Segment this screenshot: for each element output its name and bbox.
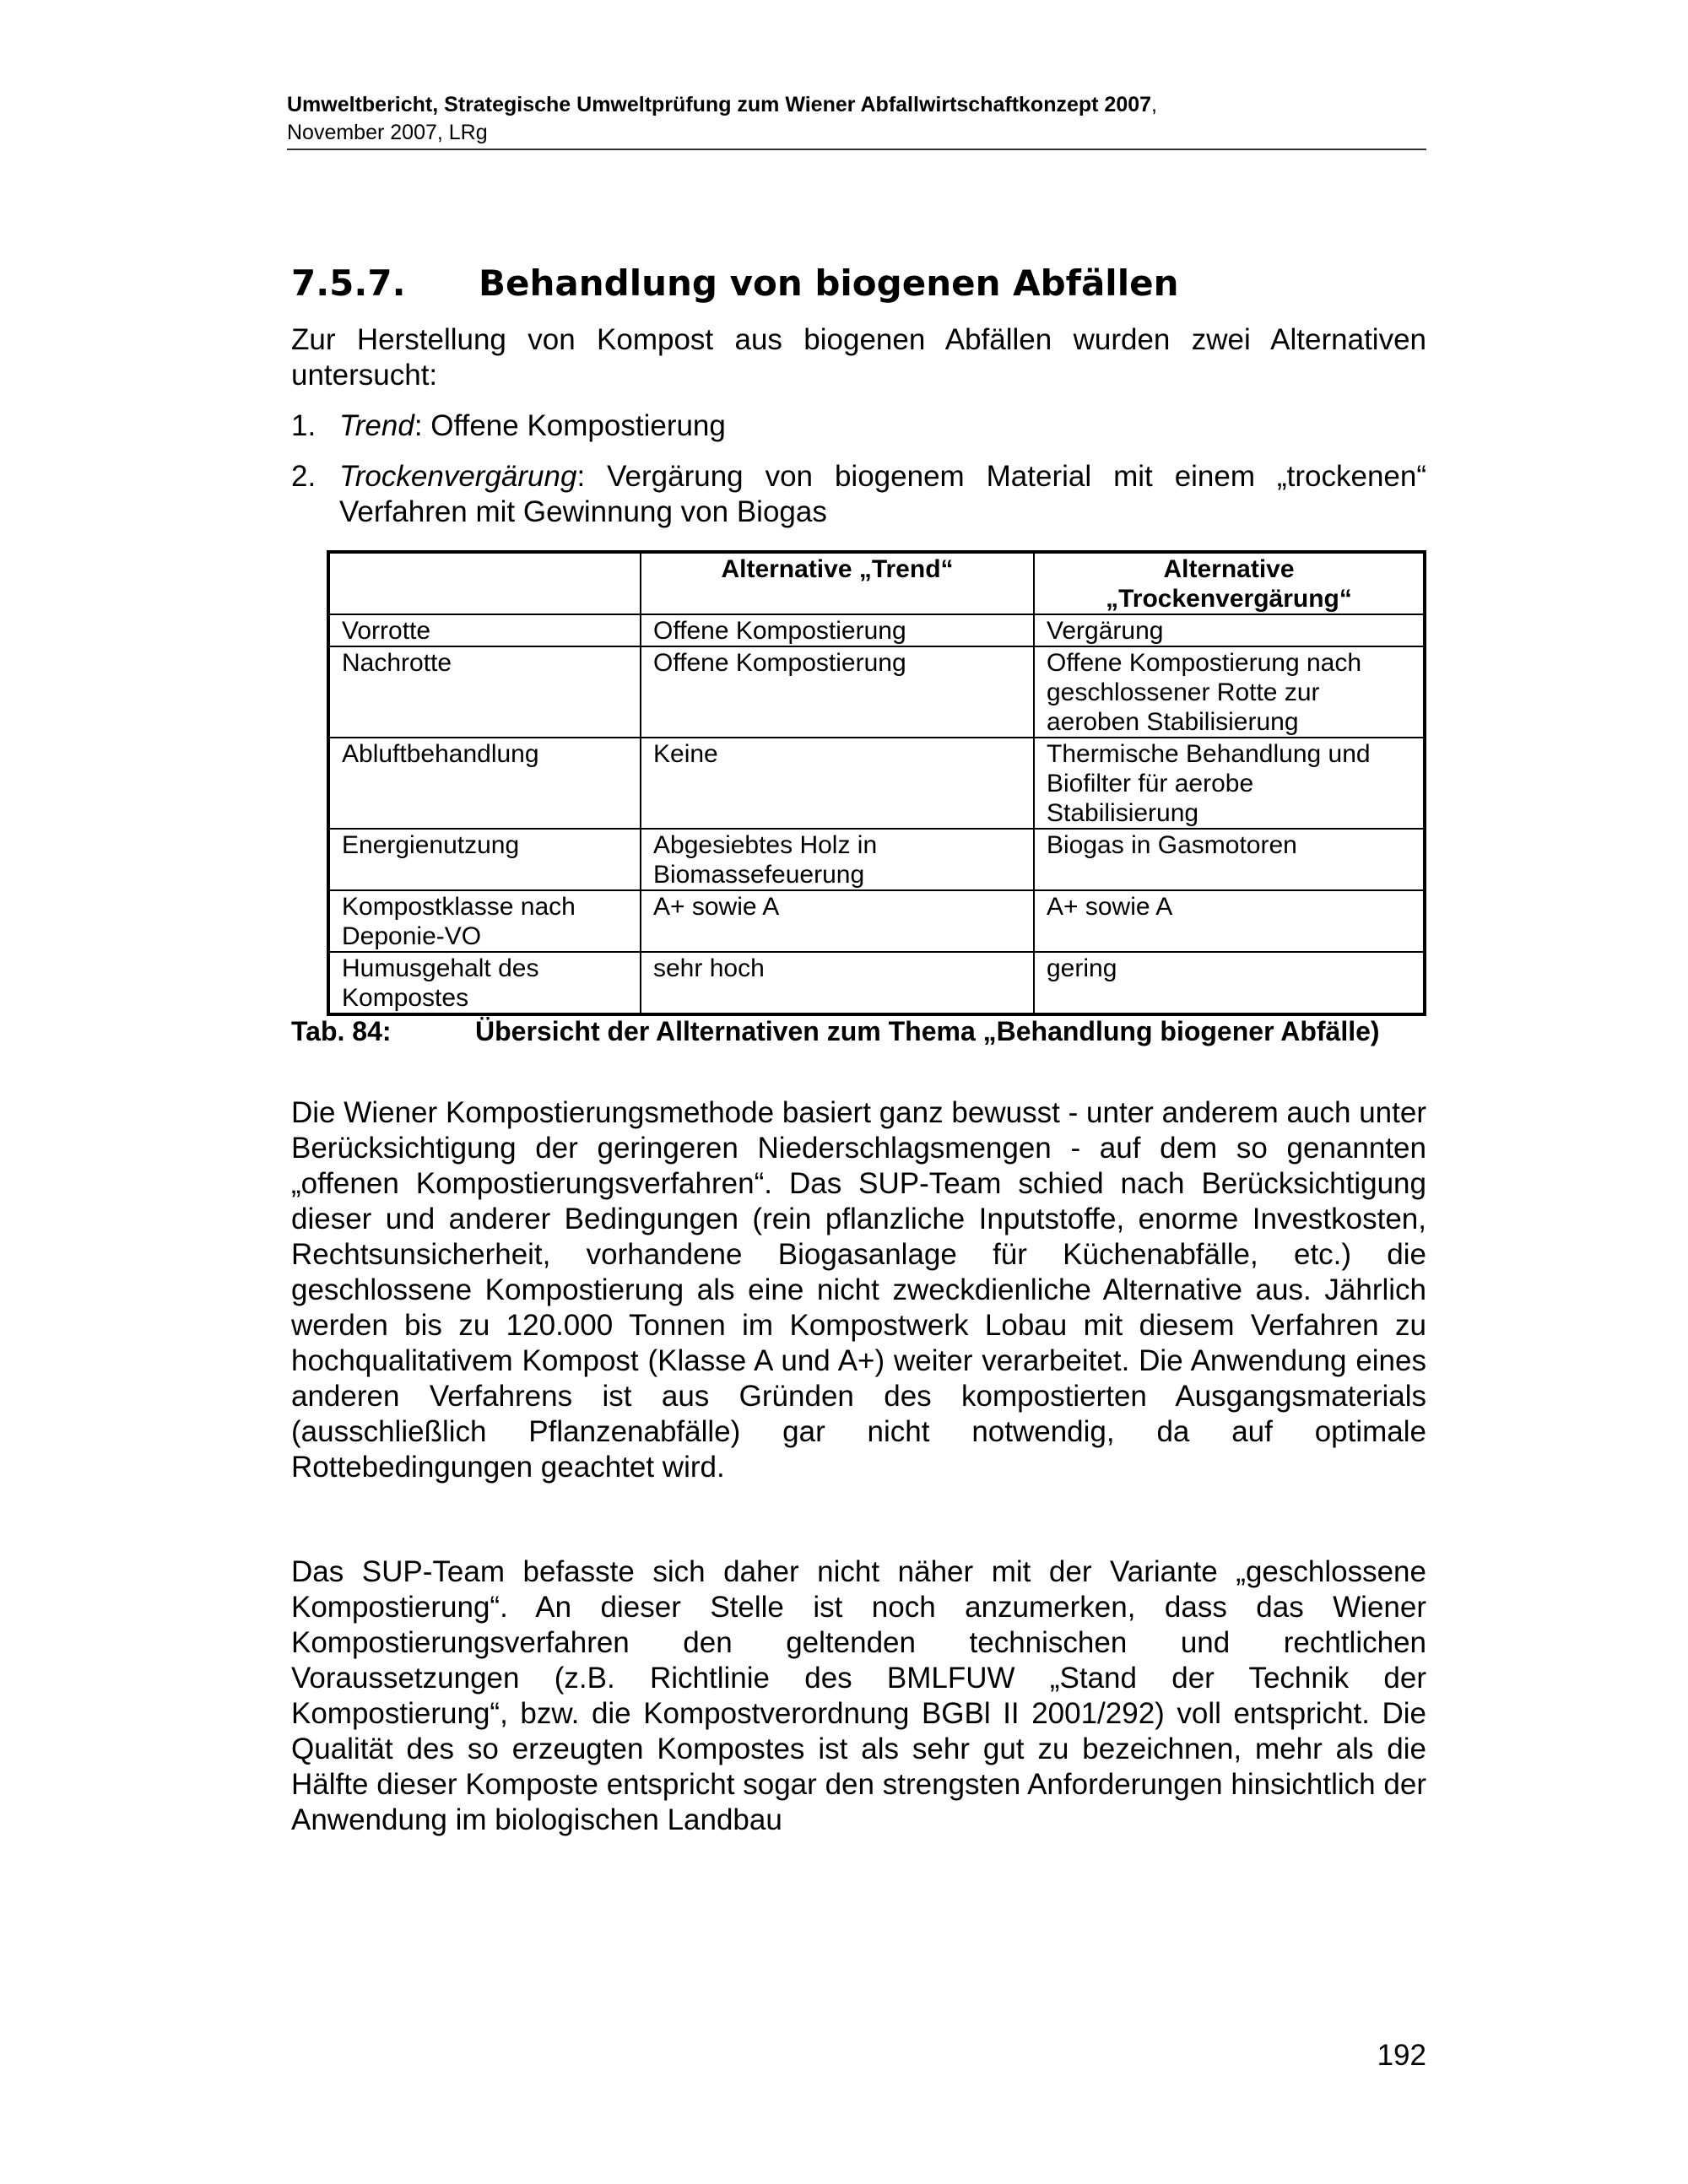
table-caption-label: Tab. 84: bbox=[291, 1016, 392, 1046]
header-title-text: Umweltbericht, Strategische Umweltprüfung zum Wiener Abfallwirtschaftkonzept 2007 bbox=[287, 93, 1152, 116]
table-header-cell bbox=[328, 552, 641, 614]
table-cell: Kompostklasse nach Deponie-VO bbox=[328, 890, 641, 952]
running-header bbox=[287, 91, 1426, 150]
table-cell: Vorrotte bbox=[328, 614, 641, 646]
table-header-cell: Alternative „Trend“ bbox=[641, 552, 1034, 614]
table-cell: Offene Kompostierung nach geschlossener Rotte zur aeroben Stabilisierung bbox=[1034, 646, 1425, 738]
alternatives-table bbox=[327, 550, 1426, 1016]
header-date: November 2007, LRg bbox=[287, 121, 488, 144]
table-cell: A+ sowie A bbox=[1034, 890, 1425, 952]
table-cell: Keine bbox=[641, 738, 1034, 829]
list-text: : Vergärung von biogenem Material mit einem „trockenen“ Verfahren mit Gewinnung von Biogas bbox=[339, 460, 1426, 528]
table-header-cell: Alternative „Trockenvergärung“ bbox=[1034, 552, 1425, 614]
list-item bbox=[291, 408, 1426, 444]
table-row bbox=[328, 646, 1425, 738]
intro-paragraph: Zur Herstellung von Kompost aus biogenen Abfällen wurden zwei Alternativen untersucht: bbox=[291, 323, 1426, 392]
list-marker: 2. bbox=[291, 460, 316, 493]
section-title: Behandlung von biogenen Abfällen bbox=[479, 262, 1179, 304]
table-row bbox=[328, 738, 1425, 829]
header-title bbox=[287, 91, 1426, 119]
table-cell: Nachrotte bbox=[328, 646, 641, 738]
table-row bbox=[328, 890, 1425, 952]
page-number: 192 bbox=[1377, 2039, 1426, 2072]
list-item-body bbox=[339, 459, 1426, 530]
section-heading bbox=[291, 260, 1178, 307]
table-row bbox=[328, 614, 1425, 646]
table-cell: gering bbox=[1034, 952, 1425, 1014]
table-row bbox=[328, 952, 1425, 1014]
table-cell: Vergärung bbox=[1034, 614, 1425, 646]
table-caption bbox=[291, 1015, 1426, 1048]
list-term: Trend bbox=[339, 409, 414, 442]
table-caption-text: Übersicht der Allternativen zum Thema „Behandlung biogener Abfälle) bbox=[475, 1016, 1380, 1046]
table-row bbox=[328, 829, 1425, 890]
table-cell: sehr hoch bbox=[641, 952, 1034, 1014]
list-text: : Offene Kompostierung bbox=[414, 409, 726, 442]
table-cell: A+ sowie A bbox=[641, 890, 1034, 952]
list-marker: 1. bbox=[291, 409, 316, 442]
table-cell: Energienutzung bbox=[328, 829, 641, 890]
list-term: Trockenvergärung bbox=[339, 460, 577, 493]
alternatives-list bbox=[291, 408, 1426, 545]
body-paragraph-1: Die Wiener Kompostierungsmethode basiert ganz bewusst - unter anderem auch unter Berücksichtigung der geringeren Niederschlagsmengen - auf dem so genannten „offenen Kompostierungsverfahren“. Das SUP-Team schied nach Berücksichtigung dieser und anderer Bedingungen (rein pflanzliche Inputstoffe, enorme Investkosten, Rechtsunsicherheit, vorhandene Biogasanlage für Küchenabfälle, etc.) die geschlossene Kompostierung als eine nicht zweckdienliche Alternative aus. Jährlich werden bis zu 120.000 Tonnen im Kompostwerk Lobau mit diesem Verfahren zu hochqualitativem Kompost (Klasse A und A+) weiter verarbeitet. Die Anwendung eines anderen Verfahrens ist aus Gründen des kompostierten Ausgangsmaterials (ausschließlich Pflanzenabfälle) gar nicht notwendig, da auf optimale Rottebedingungen geachtet wird. bbox=[291, 1096, 1426, 1484]
list-item bbox=[291, 459, 1426, 530]
table-cell: Thermische Behandlung und Biofilter für aerobe Stabilisierung bbox=[1034, 738, 1425, 829]
table-cell: Offene Kompostierung bbox=[641, 614, 1034, 646]
section-number: 7.5.7. bbox=[291, 262, 406, 304]
table-cell: Humusgehalt des Kompostes bbox=[328, 952, 641, 1014]
table-header-row bbox=[328, 552, 1425, 614]
header-title-comma: , bbox=[1151, 93, 1157, 116]
list-item-body bbox=[339, 408, 1426, 444]
table-cell: Abgesiebtes Holz in Biomassefeuerung bbox=[641, 829, 1034, 890]
body-paragraph-2: Das SUP-Team befasste sich daher nicht näher mit der Variante „geschlossene Kompostierung“. An dieser Stelle ist noch anzumerken, dass das Wiener Kompostierungsverfahren den geltenden technischen und rechtlichen Voraussetzungen (z.B. Richtlinie des BMLFUW „Stand der Technik der Kompostierung“, bzw. die Kompostverordnung BGBl II 2001/292) voll entspricht. Die Qualität des so erzeugten Kompostes ist als sehr gut zu bezeichnen, mehr als die Hälfte dieser Komposte entspricht sogar den strengsten Anforderungen hinsichtlich der Anwendung im biologischen Landbau bbox=[291, 1555, 1426, 1836]
table-cell: Abluftbehandlung bbox=[328, 738, 641, 829]
table-cell: Offene Kompostierung bbox=[641, 646, 1034, 738]
table-cell: Biogas in Gasmotoren bbox=[1034, 829, 1425, 890]
